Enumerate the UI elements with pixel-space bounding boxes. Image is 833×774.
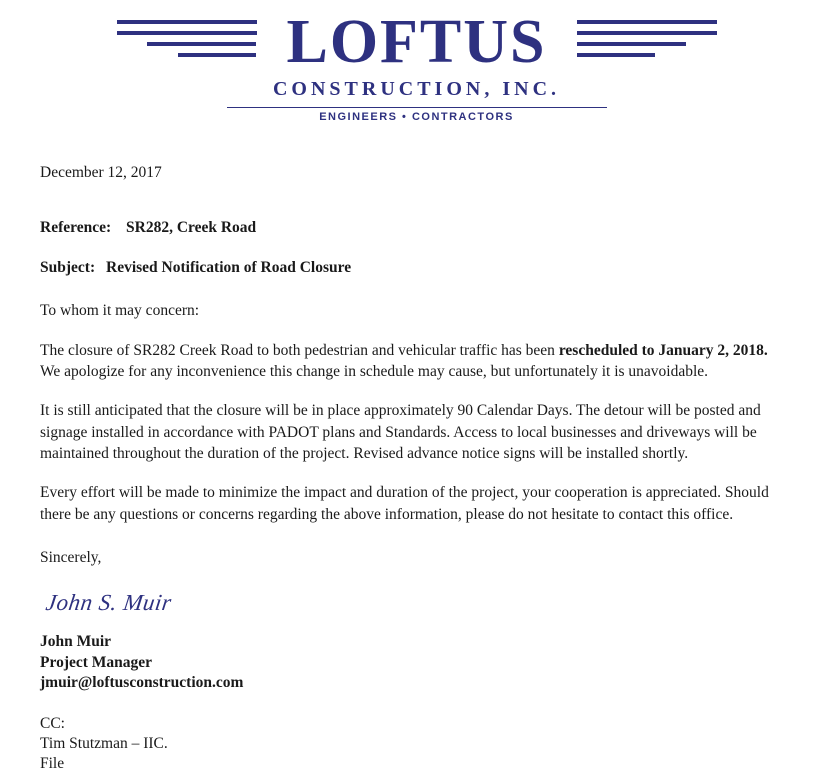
cc-block	[40, 714, 789, 774]
paragraph-1	[40, 340, 789, 383]
letterhead	[0, 0, 833, 140]
cc-item: File	[40, 754, 65, 772]
subject-value: Revised Notification of Road Closure	[106, 258, 352, 276]
paragraph-1-text-a: The closure of SR282 Creek Road to both pedestrian and vehicular traffic has been	[40, 341, 559, 359]
logo-divider	[227, 107, 607, 108]
cc-label: CC:	[40, 714, 65, 732]
company-logo	[0, 8, 833, 123]
logo-wordmark: LOFTUS	[278, 8, 554, 76]
letter-date: December 12, 2017	[40, 164, 162, 181]
subject-label: Subject:	[40, 258, 96, 276]
signer-email: jmuir@loftusconstruction.com	[40, 674, 244, 692]
logo-main-row	[117, 8, 717, 80]
closing: Sincerely,	[40, 549, 102, 567]
logo-left-bars-icon	[117, 20, 257, 64]
paragraph-1-emphasis: rescheduled to January 2, 2018.	[558, 341, 768, 359]
signer-name: John Muir	[40, 633, 112, 651]
letter-body	[0, 140, 833, 774]
reference-label: Reference:	[40, 219, 112, 237]
salutation: To whom it may concern:	[40, 302, 200, 320]
reference-value: SR282, Creek Road	[126, 219, 257, 237]
logo-right-bars-icon	[577, 20, 717, 64]
signature-image: John S. Muir	[44, 589, 174, 615]
paragraph-1-text-b: We apologize for any inconvenience this change in schedule may cause, but unfortunately it is unavoidable.	[40, 362, 709, 380]
logo-tagline: ENGINEERS • CONTRACTORS	[319, 111, 514, 123]
paragraph-2: It is still anticipated that the closure will be in place approximately 90 Calendar Days. The detour will be posted and signage installed in accordance with PADOT plans and Standards. Access to local businesses and driveways will be maintained throughout the duration of the project. Revised advance notice signs will be installed shortly.	[40, 402, 761, 462]
signature-block	[40, 632, 789, 693]
paragraph-3: Every effort will be made to minimize the impact and duration of the project, your cooperation is appreciated. Should there be any questions or concerns regarding the above information, please do not hesitate to contact this office.	[40, 484, 769, 523]
signer-title: Project Manager	[40, 653, 153, 671]
reference-line	[40, 217, 789, 238]
cc-item: Tim Stutzman – IIC.	[40, 734, 168, 752]
logo-subtitle: CONSTRUCTION, INC.	[272, 78, 561, 100]
subject-line	[40, 257, 789, 278]
